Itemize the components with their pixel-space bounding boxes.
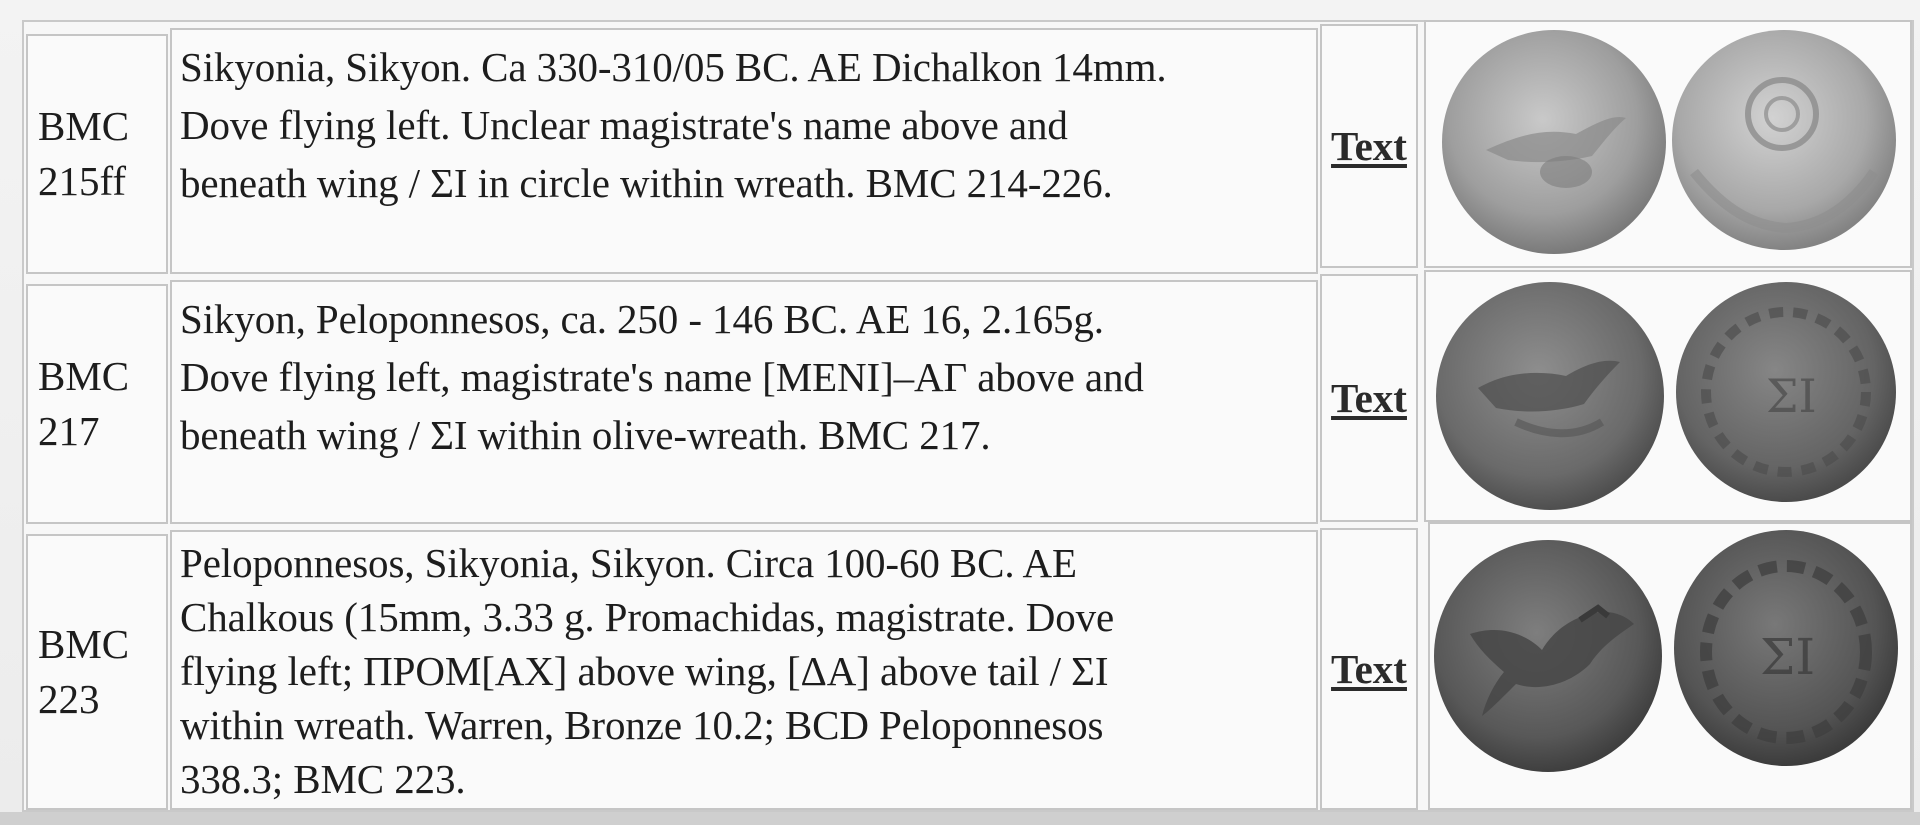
row-1-link-cell bbox=[1320, 24, 1418, 268]
description-line: 338.3; BMC 223. bbox=[180, 756, 466, 802]
row-1-text-link[interactable]: Text bbox=[1331, 123, 1407, 169]
row-1-coin-svg bbox=[1426, 22, 1910, 266]
row-2-link-cell bbox=[1320, 274, 1418, 522]
description-line: beneath wing / ΣI in circle within wreath. BMC 214-226. bbox=[180, 160, 1113, 206]
description-line: Chalkous (15mm, 3.33 g. Promachidas, magistrate. Dove bbox=[180, 594, 1115, 640]
row-1-reference bbox=[26, 34, 168, 274]
row-2-coin-svg bbox=[1426, 272, 1910, 520]
description-line: flying left; ΠΡΟΜ[ΑΧ] above wing, [ΔΑ] above tail / ΣI bbox=[180, 648, 1109, 694]
row-2-ref-line2: 217 bbox=[38, 408, 100, 454]
description-line: Dove flying left, magistrate's name [MENI]–ΑΓ above and bbox=[180, 354, 1144, 400]
row-3-link-cell bbox=[1320, 528, 1418, 810]
description-line: Dove flying left. Unclear magistrate's name above and bbox=[180, 102, 1068, 148]
coin-obverse-dove-icon bbox=[1436, 282, 1664, 510]
description-line: beneath wing / ΣI within olive-wreath. BMC 217. bbox=[180, 412, 991, 458]
svg-text:ΣI: ΣI bbox=[1760, 628, 1816, 686]
row-2-ref-line1: BMC bbox=[38, 353, 130, 399]
description-line: within wreath. Warren, Bronze 10.2; BCD Peloponnesos bbox=[180, 702, 1104, 748]
description-line: Sikyonia, Sikyon. Ca 330-310/05 BC. AE Dichalkon 14mm. bbox=[180, 44, 1167, 90]
coin-obverse-dove-icon bbox=[1442, 30, 1666, 254]
row-2-text-link[interactable]: Text bbox=[1331, 375, 1407, 421]
row-3-reference bbox=[26, 534, 168, 810]
row-2-description bbox=[170, 280, 1318, 524]
row-1-ref-line1: BMC bbox=[38, 103, 130, 149]
row-3-description bbox=[170, 530, 1318, 810]
row-3-ref-line1: BMC bbox=[38, 621, 130, 667]
row-3-coin-svg bbox=[1430, 524, 1910, 808]
coin-reverse-wreath-icon bbox=[1672, 30, 1896, 250]
row-2-reference bbox=[26, 284, 168, 524]
row-1-ref-line2: 215ff bbox=[38, 158, 127, 204]
description-line: Sikyon, Peloponnesos, ca. 250 - 146 BC. AE 16, 2.165g. bbox=[180, 296, 1104, 342]
row-2-coin-images bbox=[1424, 270, 1912, 522]
row-1-description bbox=[170, 28, 1318, 274]
description-line: Peloponnesos, Sikyonia, Sikyon. Circa 100-60 BC. AE bbox=[180, 540, 1077, 586]
row-3-coin-images bbox=[1428, 522, 1912, 810]
row-3-text-link[interactable]: Text bbox=[1331, 646, 1407, 692]
svg-text:ΣI: ΣI bbox=[1766, 369, 1817, 423]
row-1-coin-images bbox=[1424, 20, 1912, 268]
coin-obverse-dove-icon bbox=[1434, 540, 1662, 772]
row-3-ref-line2: 223 bbox=[38, 676, 100, 722]
bottom-scan-edge bbox=[0, 812, 1920, 825]
coin-reverse-wreath-icon bbox=[1676, 282, 1896, 502]
coin-reverse-wreath-icon bbox=[1674, 530, 1898, 766]
